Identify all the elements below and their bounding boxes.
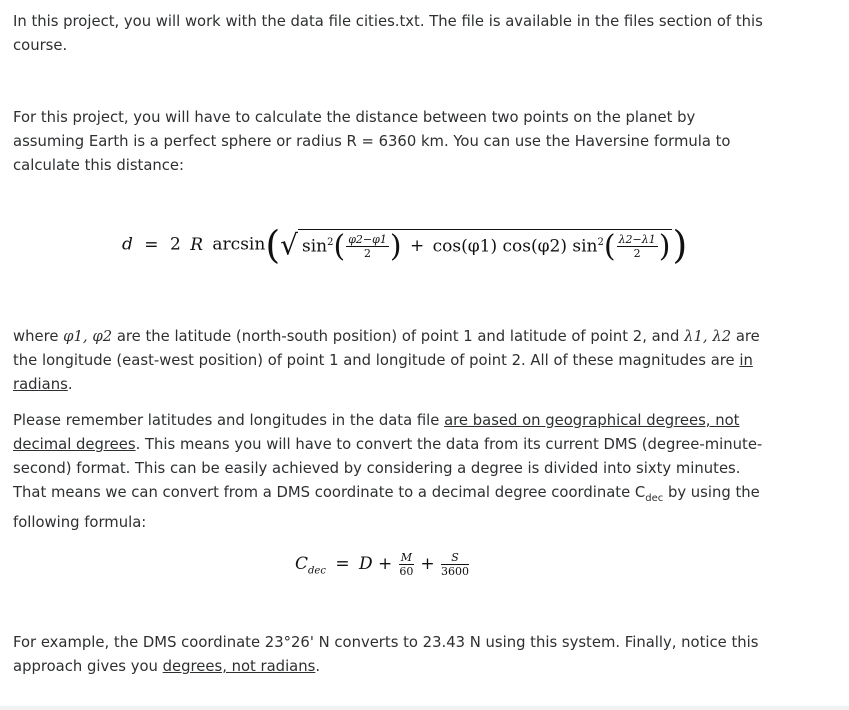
dms-paragraph: Please remember latitudes and longitudes in the data file are based on geographical degrees, not decimal degrees. This means you will have to convert the data from its current DMS (degree-minute-second) format. This can be easily achieved by considering a degree is divided into sixty minutes. That means we can convert from a DMS coordinate to a decimal degree coordinate $C_{dec}$ by using the following formula: <box>13 412 763 531</box>
haversine-intro-text: For this project, you will have to calculate the distance between two points on the planet by assuming Earth is a perfect sphere or radius R = 6360 km. You can use the Haversine formula to calculate this distance: <box>13 109 731 174</box>
formula-radicand <box>298 229 672 262</box>
formula-radius: R <box>190 234 203 255</box>
sqrt-icon: √ <box>280 228 298 262</box>
formula-plus: + <box>409 236 425 256</box>
intro-paragraph <box>13 10 763 58</box>
bottom-divider <box>0 706 849 710</box>
intro-text: In this project, you will work with the data file cities.txt. The file is available in the files section of this course. <box>13 13 763 54</box>
dms-equals: = <box>335 554 350 574</box>
haversine-intro-paragraph <box>13 106 763 178</box>
formula-left-paren: ( <box>265 223 281 267</box>
lambda-symbols: λ1, λ2 <box>684 328 732 345</box>
dms-minutes-fraction: $\frac{M}{60}$ <box>399 551 414 578</box>
formula-paren-close-2: ) <box>658 228 671 264</box>
cdec-subscript: dec <box>645 492 664 504</box>
dms-plus-2: + <box>420 554 435 574</box>
dms-lhs-sub: dec <box>308 565 326 577</box>
dms-seconds-fraction: $\frac{S}{3600}$ <box>441 551 470 578</box>
phi-symbols: φ1, φ2 <box>63 328 113 345</box>
example-paragraph: For example, the DMS coordinate 23°26' N converts to 23.43 N using this system. Finally, notice this approach gives you degrees, not radians. <box>13 634 759 675</box>
formula-paren-open-1: ( <box>333 228 346 264</box>
dms-lhs: C <box>295 554 309 574</box>
formula-paren-open-2: ( <box>603 228 616 264</box>
in-radians-link[interactable]: in radians <box>13 352 753 393</box>
formula-right-paren: ) <box>672 223 688 267</box>
formula-cos-phi2: cos(φ2) <box>502 236 567 256</box>
dms-degrees: D <box>359 554 373 574</box>
formula-coefficient: 2 <box>169 234 181 255</box>
formula-sin-2: sin <box>572 236 598 256</box>
variables-paragraph: where φ1, φ2 are the latitude (north-south position) of point 1 and latitude of point 2, and λ1, λ2 are the longitude (east-west position) of point 1 and longitude of point 2. All of these magnitudes are in radians. <box>13 328 760 393</box>
degrees-not-radians-link[interactable]: degrees, not radians <box>162 658 316 675</box>
dms-plus-1: + <box>378 554 393 574</box>
formula-paren-close-1: ) <box>389 228 402 264</box>
formula-fraction-lambda: $\frac{\lambda 2-\lambda 1}{2}$ <box>618 233 656 260</box>
dms-formula <box>295 551 470 578</box>
formula-equals: = <box>144 234 159 255</box>
formula-fraction-phi: $\frac{\varphi 2-\varphi 1}{2}$ <box>348 233 387 260</box>
formula-sin-1: sin <box>301 236 328 256</box>
geographical-degrees-link[interactable]: are based on geographical degrees, not decimal degrees <box>13 412 740 453</box>
formula-square-2: 2 <box>597 236 604 248</box>
formula-d: d <box>122 234 133 255</box>
formula-square-1: 2 <box>327 236 334 248</box>
haversine-formula <box>122 223 688 267</box>
formula-arcsin: arcsin <box>212 234 266 255</box>
formula-cos-phi1: cos(φ1) <box>432 236 498 256</box>
